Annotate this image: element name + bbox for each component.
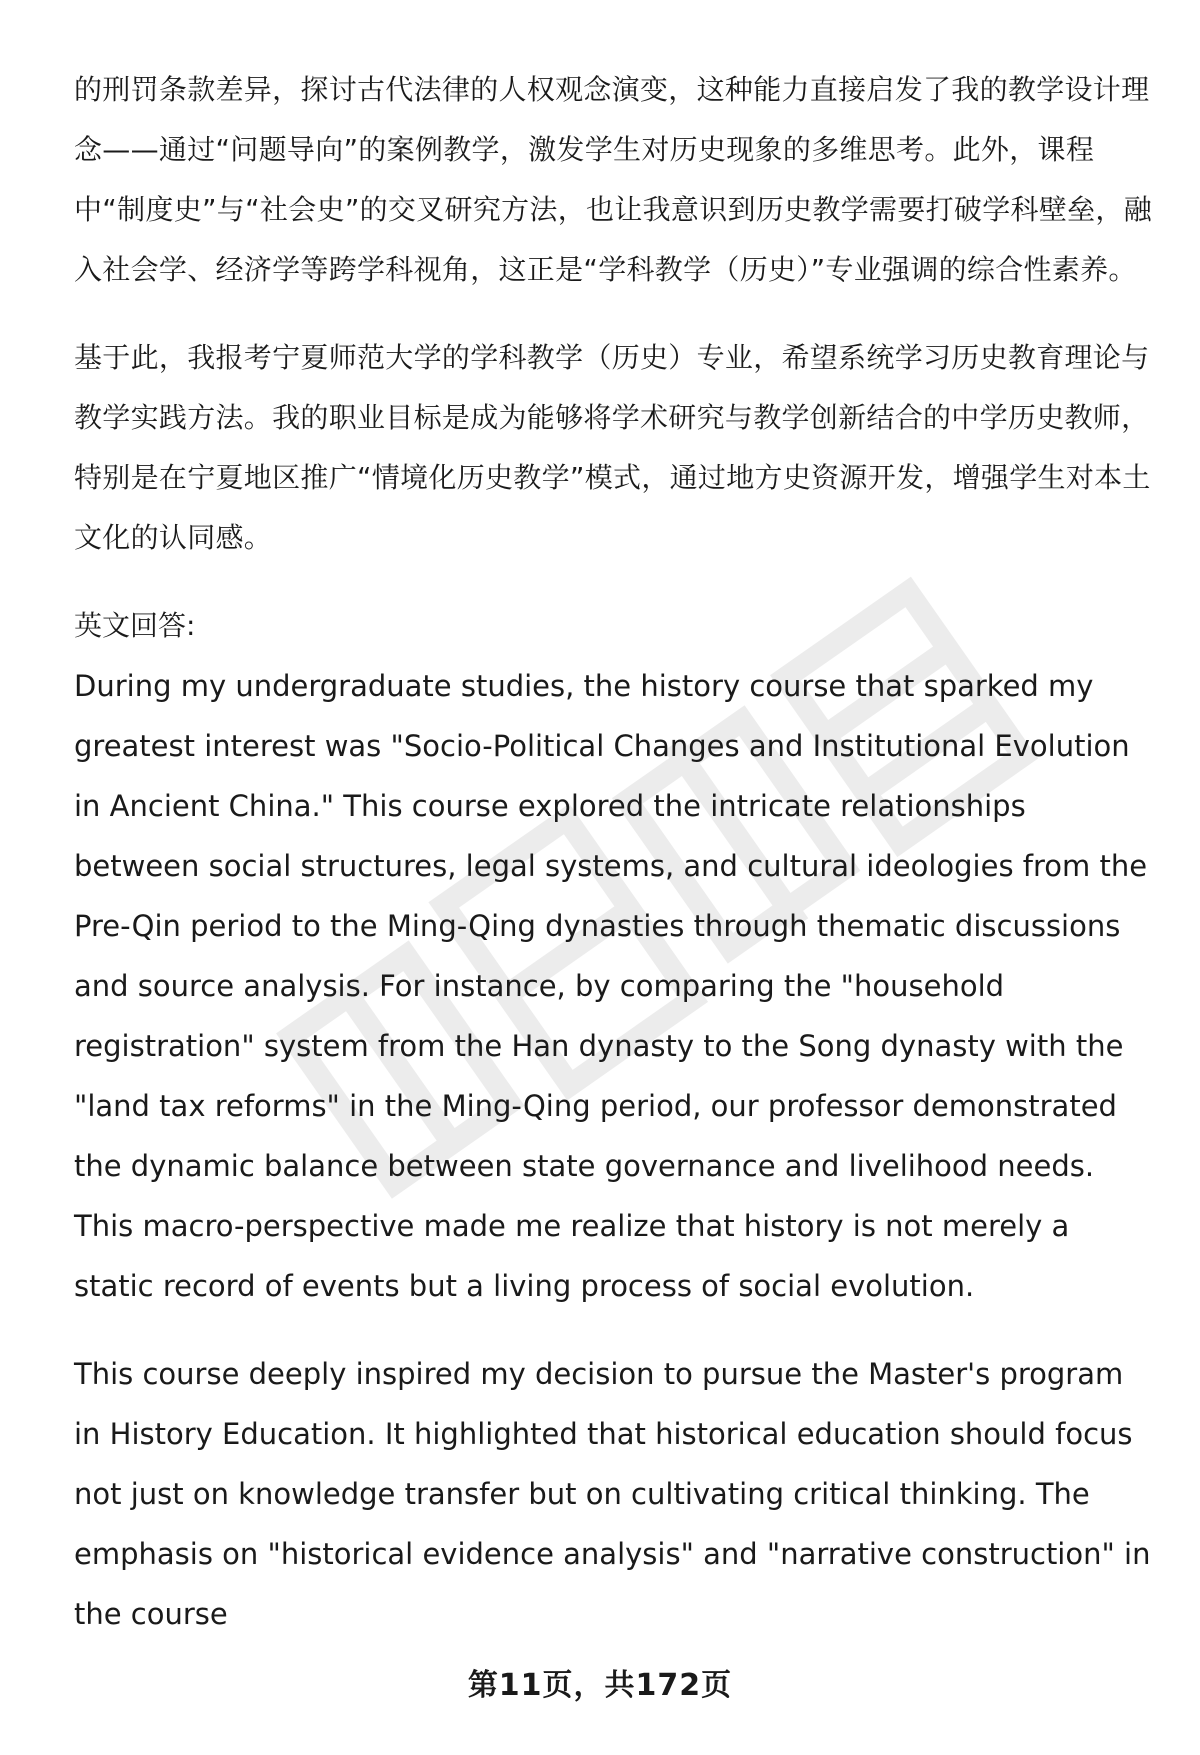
english-answer-label: 英文回答:: [74, 609, 196, 642]
page-number-footer: 第11页，共172页: [467, 1668, 733, 1703]
page-content: [74, 60, 1154, 1672]
chinese-paragraph: 的刑罚条款差异，探讨古代法律的人权观念演变，这种能力直接启发了我的教学设计理念——通过“问题导向”的案例教学，激发学生对历史现象的多维思考。此外，课程中“制度史”与“社会史”的交叉研究方法，也让我意识到历史教学需要打破学科壁垒，融入社会学、经济学等跨学科视角，这正是“学科教学（历史）”专业强调的综合性素养。: [74, 73, 1153, 286]
english-paragraph: This course deeply inspired my decision to pursue the Master's program in History Education. It highlighted that historical education should focus not just on knowledge transfer but on cultivating critical thinking. The emphasis on "historical evidence analysis" and "narrative construction" in the course: [74, 1357, 1151, 1631]
english-paragraph: During my undergraduate studies, the history course that sparked my greatest interest was "Socio-Political Changes and Institutional Evolution in Ancient China." This course explored the intricate relationships between social structures, legal systems, and cultural ideologies from the Pre-Qin period to the Ming-Qing dynasties through thematic discussions and source analysis. For instance, by comparing the "household registration" system from the Han dynasty to the Song dynasty with the "land tax reforms" in the Ming-Qing period, our professor demonstrated the dynamic balance between state governance and livelihood needs. This macro-perspective made me realize that history is not merely a static record of events but a living process of social evolution.: [74, 669, 1148, 1303]
chinese-paragraph: 基于此，我报考宁夏师范大学的学科教学（历史）专业，希望系统学习历史教育理论与教学实践方法。我的职业目标是成为能够将学术研究与教学创新结合的中学历史教师，特别是在宁夏地区推广“情境化历史教学”模式，通过地方史资源开发，增强学生对本土文化的认同感。: [74, 341, 1151, 554]
